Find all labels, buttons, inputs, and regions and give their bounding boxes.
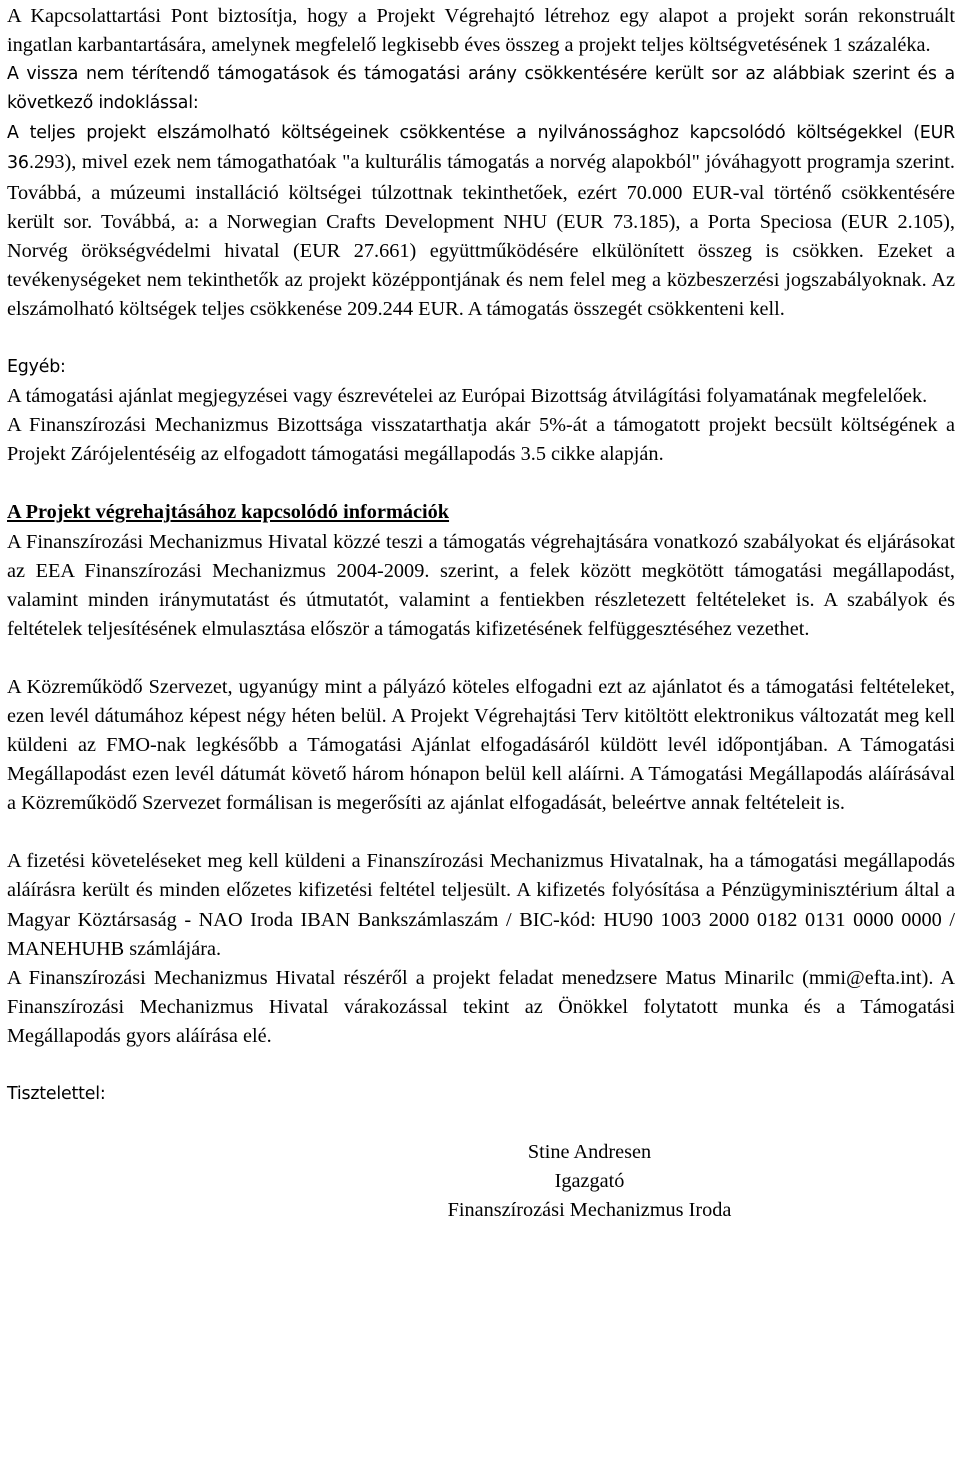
closing-salutation: Tisztelettel: bbox=[7, 1084, 106, 1104]
signature-block bbox=[412, 1138, 767, 1225]
paragraph-rules-procedures: A Finanszírozási Mechanizmus Hivatal közzé teszi a támogatás végrehajtására vonatkozó szabályokat és eljárásokat az EEA Finanszírozási Mechanizmus 2004-2009. szerint, a felek között megkötött támogatási megállapodást, valamint minden iránymutatást és útmutatót, valamint a fentiekben részletezett feltételeket is. A szabályok és feltételek teljesítésének elmulasztása először a támogatás kifizetésének felfüggesztéséhez vezethet. bbox=[7, 530, 955, 640]
paragraph-acceptance-deadlines: A Közreműködő Szervezet, ugyanúgy mint a pályázó köteles elfogadni ezt az ajánlatot és a támogatási feltételeket, ezen levél dátumához képest négy héten belül. A Projekt Végrehajtási Terv kitöltött elektronikus változatát meg kell küldeni az FMO-nak legkésőbb a Támogatási Ajánlat elfogadásáról küldött levél időpontjában. A Támogatási Megállapodást ezen levél dátumát követő három hónapon belül kell aláírni. A Támogatási Megállapodás aláírásával a Közreműködő Szervezet formálisan is megerősíti az ajánlat elfogadását, beleértve annak feltételeit is. bbox=[7, 675, 955, 815]
spacer bbox=[7, 469, 955, 498]
section-heading-implementation-info: A Projekt végrehajtásához kapcsolódó információk bbox=[7, 501, 450, 524]
spacer bbox=[7, 1109, 955, 1138]
section-label-other: Egyéb: bbox=[7, 357, 66, 378]
paragraph-payment-claims: A fizetési követeléseket meg kell küldeni a Finanszírozási Mechanizmus Hivatalnak, ha a támogatási megállapodás aláírásra került és minden előzetes kifizetési feltétel teljesült. A kifizetés folyósítása a Pénzügyminisztérium által a Magyar Köztársaság - NAO Iroda IBAN Bankszámlaszám / BIC-kód: HU90 1003 2000 0182 0131 0000 0000 / MANEHUHB számlájára. bbox=[7, 850, 955, 960]
paragraph-maintenance-fund: A Kapcsolattartási Pont biztosítja, hogy a Projekt Végrehajtó létrehoz egy alapot a projekt során rekonstruált ingatlan karbantartására, amelynek megfelelő legkisebb éves összeg a projekt teljes költségvetésének 1 százaléka. bbox=[7, 5, 955, 57]
spacer bbox=[7, 818, 955, 847]
signatory-title: Igazgató bbox=[554, 1170, 625, 1193]
paragraph-task-manager: A Finanszírozási Mechanizmus Hivatal részéről a projekt feladat menedzsere Matus Minarilc (mmi@efta.int). A Finanszírozási Mechanizmus Hivatal várakozással tekint az Önökkel folytatott munka és a Támogatási Megállapodás gyors aláírása elé. bbox=[7, 966, 955, 1047]
signatory-organization: Finanszírozási Mechanizmus Iroda bbox=[447, 1199, 732, 1222]
paragraph-commission-review: A támogatási ajánlat megjegyzései vagy észrevételei az Európai Bizottság átvilágítási folyamatának megfelelőek. bbox=[7, 385, 928, 408]
document-page bbox=[7, 2, 955, 1225]
paragraph-retention: A Finanszírozási Mechanizmus Bizottsága visszatarthatja akár 5%-át a támogatott projekt becsült költségének a Projekt Zárójelentéséig az elfogadott támogatási megállapodás 3.5 cikke alapján. bbox=[7, 414, 955, 466]
paragraph-reduction-details bbox=[7, 118, 955, 324]
paragraph-reduction-intro: A vissza nem térítendő támogatások és támogatási arány csökkentésére került sor az alábbiak szerint és a következő indoklással: bbox=[7, 64, 955, 114]
paragraph-reduction-details-part2: 293), mivel ezek nem támogathatóak "a kulturális támogatás a norvég alapokból" jóváhagyott programja szerint. Továbbá, a múzeumi installáció költségei túlzottnak tekinthetőek, ezért 70.000 EUR-val történő csökkentésére került sor. Továbbá, a: a Norwegian Crafts Development NHU (EUR 73.185), a Porta Speciosa (EUR 2.105), Norvég örökségvédelmi hivatal (EUR 27.661) együttműködésére elkülönített összeg is csökken. Ezeket a tevékenységeket nem tekinthetők az projekt középpontjának és nem felel meg a közbeszerzési jogszabályoknak. Az elszámolható költségek teljes csökkenése 209.244 EUR. A támogatás összegét csökkenteni kell. bbox=[7, 151, 955, 320]
paragraph-reduction-details-part1: A teljes projekt elszámolható költségeinek csökkentése a nyilvánossághoz kapcsolódó költségekkel (EUR 36. bbox=[7, 123, 955, 174]
signatory-name: Stine Andresen bbox=[527, 1141, 652, 1164]
spacer bbox=[7, 644, 955, 673]
spacer bbox=[7, 1051, 955, 1080]
spacer bbox=[7, 324, 955, 353]
